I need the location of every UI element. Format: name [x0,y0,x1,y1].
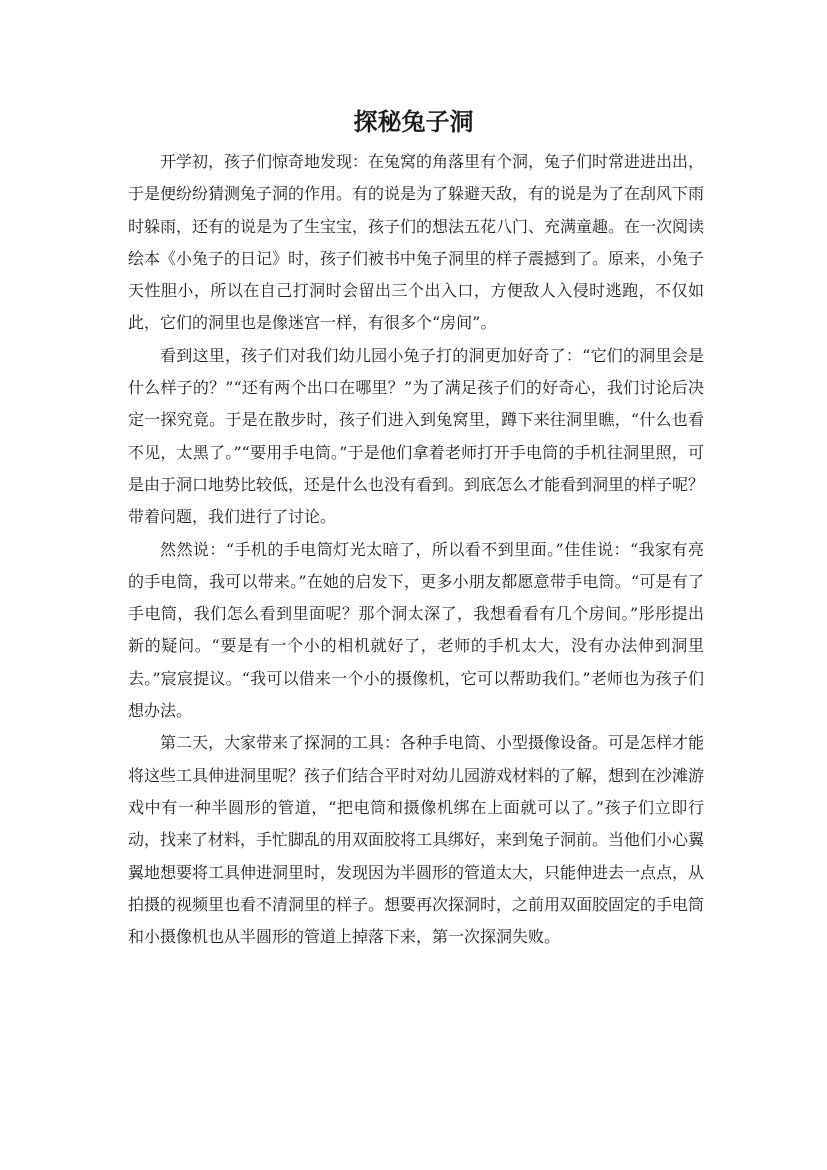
paragraph: 看到这里，孩子们对我们幼儿园小兔子打的洞更加好奇了：“它们的洞里会是什么样子的？”“还有两个出口在哪里？”为了满足孩子们的好奇心，我们讨论后决定一探究竟。于是在散步时，孩子们进入到兔窝里，蹲下来往洞里瞧，“什么也看不见，太黑了。”“要用手电筒。”于是他们拿着老师打开手电筒的手机往洞里照，可是由于洞口地势比较低，还是什么也没有看到。到底怎么才能看到洞里的样子呢？带着问题，我们进行了讨论。 [128,345,705,527]
document-title: 探秘兔子洞 [353,107,474,136]
paragraph: 第二天，大家带来了探洞的工具：各种手电筒、小型摄像设备。可是怎样才能将这些工具伸进洞里呢？孩子们结合平时对幼儿园游戏材料的了解，想到在沙滩游戏中有一种半圆形的管道，“把电筒和摄像机绑在上面就可以了。”孩子们立即行动，找来了材料，手忙脚乱的用双面胶将工具绑好，来到兔子洞前。当他们小心翼翼地想要将工具伸进洞里时，发现因为半圆形的管道太大，只能伸进去一点点，从拍摄的视频里也看不清洞里的样子。想要再次探洞时，之前用双面胶固定的手电筒和小摄像机也从半圆形的管道上掉落下来，第一次探洞失败。 [128,733,705,947]
document-body [128,146,704,953]
paragraph: 开学初，孩子们惊奇地发现：在兔窝的角落里有个洞，兔子们时常进进出出，于是便纷纷猜测兔子洞的作用。有的说是为了躲避天敌，有的说是为了在刮风下雨时躲雨，还有的说是为了生宝宝，孩子们的想法五花八门、充满童趣。在一次阅读绘本《小兔子的日记》时，孩子们被书中兔子洞里的样子震撼到了。原来，小兔子天性胆小，所以在自己打洞时会留出三个出入口，方便敌人入侵时逃跑，不仅如此，它们的洞里也是像迷宫一样，有很多个“房间”。 [128,152,705,333]
paragraph: 然然说：“手机的手电筒灯光太暗了，所以看不到里面。”佳佳说：“我家有亮的手电筒，我可以带来。”在她的启发下，更多小朋友都愿意带手电筒。“可是有了手电筒，我们怎么看到里面呢？那个洞太深了，我想看看有几个房间。”彤彤提出新的疑问。“要是有一个小的相机就好了，老师的手机太大，没有办法伸到洞里去。”宸宸提议。“我可以借来一个小的摄像机，它可以帮助我们。”老师也为孩子们想办法。 [128,539,704,721]
